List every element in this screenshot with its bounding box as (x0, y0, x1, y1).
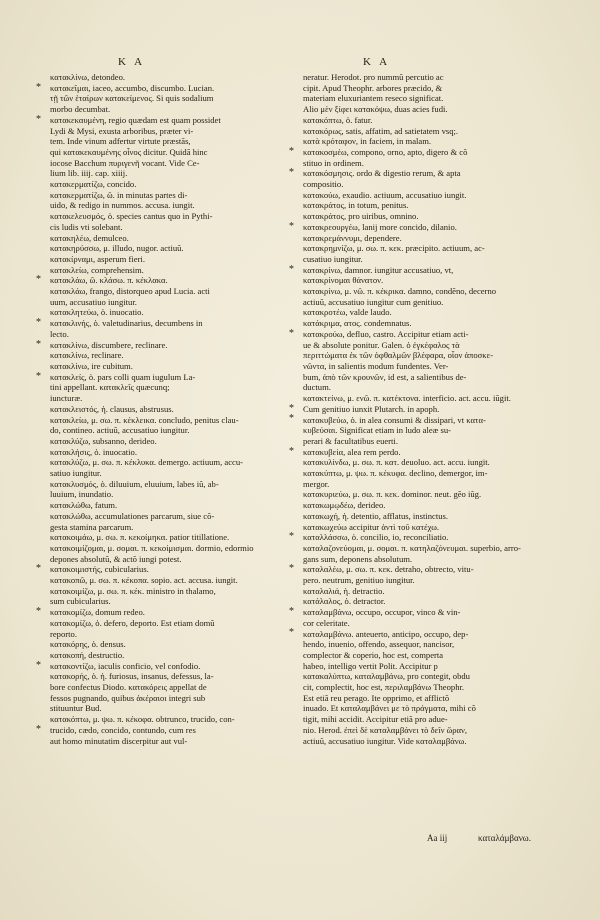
entry-continuation-line: morbo decumbat. (50, 104, 111, 115)
dictionary-entry-line: κατακλύζω, subsanno, derideo. (50, 435, 157, 446)
dictionary-entry-line: κατακλήσις, ὁ. inuocatio. (50, 446, 137, 457)
dictionary-entry-line: κατακλειστός, ἡ. clausus, abstrusus. (50, 403, 174, 414)
dictionary-entry-line: κατακλινής, ὁ. valetudinarius, decumbens in (50, 318, 203, 329)
entry-continuation-line: actiuũ, accusatiuo iungitur. Vide καταλαμβάνω. (303, 735, 467, 746)
asterisk-marker: * (289, 402, 294, 414)
dictionary-entry-line: κατακοπή, destructio. (50, 649, 125, 660)
dictionary-entry-line: κατακοιμάω, μ. σω. π. κεκοίμηκα. patior titillatione. (50, 532, 230, 543)
entry-continuation-line: bore confectus Diodo. κατακόρεις appellat de (50, 682, 207, 693)
dictionary-entry-line: καταλαμβάνω. anteuerto, anticipo, occupo, dep- (303, 628, 469, 639)
entry-continuation-line: cipit. Apud Theophr. arbores præcido, & (303, 82, 443, 93)
entry-continuation-line: Lydi & Mysi, exusta arboribus, præter vi- (50, 125, 194, 136)
entry-continuation-line: νῶντα, in salientis modum fundentes. Ver- (303, 360, 449, 371)
dictionary-entry-line: κατακηλέω, demulceo. (50, 232, 129, 243)
dictionary-entry-line: κατακλυσμός, ὁ. diluuium, eluuium, labes iũ, ab- (50, 478, 219, 489)
dictionary-entry-line: κατακροτέω, valde laudo. (303, 307, 392, 318)
dictionary-entry-line: κατακόρως, satis, affatim, ad satietatem vsq;. (303, 125, 459, 136)
dictionary-entry-line: κατὰ κρόταφον, in faciem, in malam. (303, 136, 432, 147)
dictionary-entry-line: κατακομίζω, ὁ. defero, deporto. Est etiam domũ (50, 617, 215, 628)
entry-continuation-line: cis ludis vti solebant. (50, 221, 123, 232)
entry-continuation-line: tini appellant. κατακλεῖς quæcunq; (50, 382, 170, 393)
asterisk-marker: * (289, 145, 294, 157)
asterisk-marker: * (36, 81, 41, 93)
dictionary-entry-line: κατακτείνω, μ. ενῶ. π. κατέκτονα. interficio. act. accu. iūgit. (303, 393, 511, 404)
entry-continuation-line: iocose Bacchum πυριγενῆ vocant. Vide Ce- (50, 157, 200, 168)
dictionary-entry-line: κατακοιμίζω, μ. σω. π. κέκ. ministro in thalamo, (50, 585, 216, 596)
dictionary-entry-line: κατακίρναμι, asperum fieri. (50, 253, 145, 264)
right-column (289, 72, 531, 746)
dictionary-entry-line: κατακλίνω, ire cubitum. (50, 360, 133, 371)
entry-continuation-line: gesta stamina parcarum. (50, 521, 134, 532)
signature-mark: Aa iij (427, 833, 448, 843)
left-column (36, 72, 278, 746)
entry-continuation-line: actiuũ, accusatiuo iungitur cum genitiuo. (303, 296, 444, 307)
dictionary-entry-line: κατακυβεία, alea rem perdo. (303, 446, 401, 457)
dictionary-entry-line: κατακωμῳδέω, derideo. (303, 500, 386, 511)
entry-continuation-line: depones absolutũ, & actõ iungi potest. (50, 553, 182, 564)
dictionary-entry-line: κατακλάω, ῶ. κλάσω. π. κέκλακα. (50, 275, 168, 286)
dictionary-entry-line: καταλαλέω, μ. σω. π. κεκ. detraho, obtrecto, vitu- (303, 564, 474, 575)
asterisk-marker: * (36, 274, 41, 286)
entry-continuation-line: τῇ τῶν ἑταίρων κατακείμενος. Si quis sodalium (50, 93, 214, 104)
entry-continuation-line: cusatiuo iungitur. (303, 253, 363, 264)
dictionary-entry-line: καταλαλιά, ἡ. detractio. (303, 585, 385, 596)
asterisk-marker: * (289, 220, 294, 232)
dictionary-entry-line: κατακηρύσσω, μ. illudo, nugor. actiuũ. (50, 243, 184, 254)
entry-continuation-line: compositio. (303, 179, 344, 190)
entry-continuation-line: hendo, inuenio, offendo, assequor, nancisor, (303, 639, 455, 650)
entry-continuation-line: trucido, cædo, concido, contundo, cum res (50, 724, 196, 735)
entry-continuation-line: pero. neutrum, genitiuo iungitur. (303, 575, 415, 586)
entry-continuation-line: lium lib. iiij. cap. xiiij. (50, 168, 128, 179)
dictionary-entry-line: κατακύπτω, μ. ψω. π. κέκυφα. declino, demergor, im- (303, 468, 488, 479)
entry-continuation-line: κατακρίνομαι θάνατον. (303, 275, 384, 286)
running-header (0, 56, 600, 70)
entry-continuation-line: iuncturæ. (50, 393, 83, 404)
dictionary-entry-line: κατακλείω, comprehensim. (50, 264, 144, 275)
dictionary-entry-line: κατακερματίζω, ῶ. in minutas partes di- (50, 189, 188, 200)
entry-continuation-line: do, contineo. actiuũ, accusatiuo iungitur. (50, 425, 190, 436)
entry-continuation-line: materiam eluxuriantem reseco significat. (303, 93, 444, 104)
entry-continuation-line: κυβεύσαι. Significat etiam in ludo aleæ su- (303, 425, 452, 436)
entry-continuation-line: Alio μὲν ξίφει κατακόψω, duas acies fudi. (303, 104, 448, 115)
dictionary-entry-line: κατακούω, exaudio. actiuum, accusatiuo iungit. (303, 189, 467, 200)
dictionary-entry-line: κατακρίνω, μ. νῶ. π. κέκρικα. damno, condẽno, decerno (303, 286, 497, 297)
dictionary-entry-line: κατακρεμάννυμι, dependere. (303, 232, 402, 243)
dictionary-entry-line: κατακοπῶ, μ. σω. π. κέκοπα. sopio. act. accusa. iungit. (50, 575, 238, 586)
header-left: K A (118, 56, 146, 68)
dictionary-entry-line: κατακοιμιστής, cubicularius. (50, 564, 149, 575)
dictionary-entry-line: κατακρεουργέω, lanij more concido, dilanio. (303, 221, 457, 232)
dictionary-entry-line: καταλλάσσω, ὁ. concilio, io, reconciliatio. (303, 532, 449, 543)
entry-continuation-line: bum, ἀπὸ τῶν κρουνῶν, id est, a salientibus de- (303, 371, 467, 382)
entry-continuation-line: nio. Herod. ἐπεὶ δὲ καταλαμβάνει τὸ δεῖν ὥραν, (303, 724, 468, 735)
entry-continuation-line: complector & coperio, hoc est, comperta (303, 649, 444, 660)
dictionary-entry-line: κατακερματίζω, concido. (50, 179, 137, 190)
entry-continuation-line: ductum. (303, 382, 331, 393)
dictionary-entry-line: κατακοντίζω, iaculis conficio, vel confodio. (50, 660, 201, 671)
dictionary-entry-line: κατακλώθω, fatum. (50, 500, 118, 511)
entry-continuation-line: cor celeritate. (303, 617, 350, 628)
asterisk-marker: * (289, 413, 294, 425)
entry-continuation-line: luuium, inundatio. (50, 489, 114, 500)
dictionary-entry-line: κατακλείς, ὁ. pars colli quam iugulum La- (50, 371, 196, 382)
asterisk-marker: * (36, 113, 41, 125)
dictionary-entry-line: κατάκριμα, ατος. condemnatus. (303, 318, 412, 329)
entry-continuation-line: sum cubicularius. (50, 596, 111, 607)
dictionary-entry-line: κατακοιμίζομαι, μ. σομαι. π. κεκοίμισμαι. dormio, edormio (50, 542, 254, 553)
dictionary-entry-line: κατακρούω, defluo, castro. Accipitur etiam acti- (303, 328, 469, 339)
entry-continuation-line: uido, & redigo in nummos. accusa. iungit. (50, 200, 195, 211)
asterisk-marker: * (36, 563, 41, 575)
entry-continuation-line: stituuntur Bud. (50, 703, 102, 714)
dictionary-entry-line: κατακορής, ὁ. ἡ. furiosus, insanus, defessus, la- (50, 671, 214, 682)
dictionary-entry-line: κατακράτος, in totum, penitus. (303, 200, 409, 211)
dictionary-entry-line: καταλαμβάνω, occupo, occupor, vinco & vin- (303, 607, 461, 618)
dictionary-entry-line: κατακλάω, frango, distorqueo apud Lucia. acti (50, 286, 210, 297)
entry-continuation-line: fessos pugnando, quibus ἀκέραιοι integri sub (50, 692, 206, 703)
entry-continuation-line: stituo in ordinem. (303, 157, 364, 168)
entry-continuation-line: Cum genitiuo iunxit Plutarch. in apoph. (303, 403, 440, 414)
dictionary-entry-line: κατάλαλος, ὁ. detractor. (303, 596, 386, 607)
asterisk-marker: * (289, 167, 294, 179)
entry-continuation-line: satiuo iungitur. (50, 468, 102, 479)
entry-continuation-line: περιττώματα ἐκ τῶν ὀφθαλμῶν βλέφαρα, οἷον ἀποσκε- (303, 350, 494, 361)
entry-continuation-line: uum, accusatiuo iungitur. (50, 296, 137, 307)
entry-continuation-line: reporto. (50, 628, 77, 639)
page-footer (0, 833, 600, 845)
asterisk-marker: * (36, 338, 41, 350)
asterisk-marker: * (289, 606, 294, 617)
dictionary-entry-line: κατακόπτω, ὁ. fatur. (303, 114, 373, 125)
dictionary-entry-line: κατακλίνω, discumbere, reclinare. (50, 339, 168, 350)
dictionary-entry-line: κατακλίνω, detondeo. (50, 72, 126, 82)
dictionary-entry-line: καταλαζονεύομαι, μ. σομαι. π. κατηλαζόνευμαι. superbio, arro- (303, 542, 521, 553)
entry-continuation-line: qui κατακεκαυμένης οἶνος dicitur. Quidā hinc (50, 146, 208, 157)
entry-continuation-line: inuado. Et καταλαμβάνει με τὸ πράγματα, mihi cõ (303, 703, 476, 714)
asterisk-marker: * (289, 531, 294, 543)
asterisk-marker: * (36, 370, 41, 382)
dictionary-entry-line: κατακόπτω, μ. ψω. π. κέκοφα. obtrunco, trucido, con- (50, 714, 235, 725)
asterisk-marker: * (289, 327, 294, 339)
dictionary-entry-line: κατακόρης, ὁ. densus. (50, 639, 126, 650)
entry-continuation-line: aut homo minutatim discerpitur aut vul- (50, 735, 188, 746)
dictionary-entry-line: κατακλείω, μ. σω. π. κέκλεικα. concludo, penitus clau- (50, 414, 239, 425)
entry-continuation-line: mergor. (303, 478, 330, 489)
asterisk-marker: * (289, 263, 294, 275)
entry-continuation-line: tigit, mihi accidit. Accipitur etiã pro adue- (303, 714, 448, 725)
dictionary-entry-line: κατακωχή, ἡ. detentio, afflatus, instinctus. (303, 510, 449, 521)
entry-continuation-line: gans sum, deponens absolutum. (303, 553, 413, 564)
header-right: K A (363, 56, 391, 68)
entry-continuation-line: tem. Inde vinum adfertur virtute præstās, (50, 136, 191, 147)
dictionary-entry-line: κατακρίνω, damnor. iungitur accusatiuo, vt, (303, 264, 454, 275)
dictionary-entry-line: κατακεῖμαι, iaceo, accumbo, discumbo. Lucian. (50, 82, 215, 93)
entry-continuation-line: habeo, intelligo vertit Polit. Accipitur p (303, 660, 438, 671)
dictionary-entry-line: κατακόσμησις. ordo & digestio rerum, & apta (303, 168, 461, 179)
dictionary-entry-line: κατακοσμέω, compono, orno, apto, digero & cõ (303, 146, 468, 157)
dictionary-entry-line: κατακυριεύω, μ. σω. π. κεκ. dominor. neut. gẽo iũg. (303, 489, 482, 500)
dictionary-entry-line: κατακλώθω, accumulationes parcarum, siue cõ- (50, 510, 215, 521)
entry-continuation-line: neratur. Herodot. pro nummũ percutio ac (303, 72, 444, 82)
asterisk-marker: * (36, 606, 41, 617)
dictionary-entry-line: κατακλίνω, reclinare. (50, 350, 124, 361)
entry-continuation-line: lecto. (50, 328, 69, 339)
entry-continuation-line: ue & absolute ponitur. Galen. ὁ ἐγκέφαλος τὰ (303, 339, 460, 350)
asterisk-marker: * (289, 445, 294, 457)
dictionary-entry-line: κατακομίζω, domum redeo. (50, 607, 145, 618)
asterisk-marker: * (289, 627, 294, 639)
dictionary-entry-line: κατακλύζω, μ. σω. π. κέκλυκα. demergo. actiuum, accu- (50, 457, 244, 468)
entry-continuation-line: cit, complectit, hoc est, περιλαμβάνω Theophr. (303, 682, 465, 693)
asterisk-marker: * (36, 659, 41, 671)
entry-continuation-line: κατακαλύπτω, καταλαμβάνω, pro contegit, obdu (303, 671, 470, 682)
dictionary-entry-line: κατακλητεύω, ὁ. inuocatio. (50, 307, 144, 318)
dictionary-entry-line: κατακυβεύω, ὁ. in alea consumi & dissipari, vt κατα- (303, 414, 486, 425)
dictionary-entry-line: κατακελευσμός, ὁ. species cantus quo in Pythi- (50, 211, 213, 222)
dictionary-entry-line: κατακρημνίζω, μ. σω. π. κεκ. præcipito. actiuum, ac- (303, 243, 485, 254)
asterisk-marker: * (289, 563, 294, 575)
entry-continuation-line: perari & facultatibus euerti. (303, 435, 398, 446)
dictionary-entry-line: κατακωχεύω accipitur ἀντὶ τοῦ κατέχω. (303, 521, 440, 532)
entry-continuation-line: Est etiã reu perago. Ite opprimo, et afflictõ (303, 692, 450, 703)
catchword: καταλάμβανω. (478, 833, 531, 843)
asterisk-marker: * (36, 723, 41, 735)
asterisk-marker: * (36, 317, 41, 329)
dictionary-entry-line: κατακεκαυμένη, regio quædam est quam possidet (50, 114, 221, 125)
dictionary-entry-line: κατακράτος, pro uiribus, omnino. (303, 211, 419, 222)
dictionary-entry-line: κατακυλίνδω, μ. σω. π. κατ. deuoluo. act. accu. iungit. (303, 457, 490, 468)
